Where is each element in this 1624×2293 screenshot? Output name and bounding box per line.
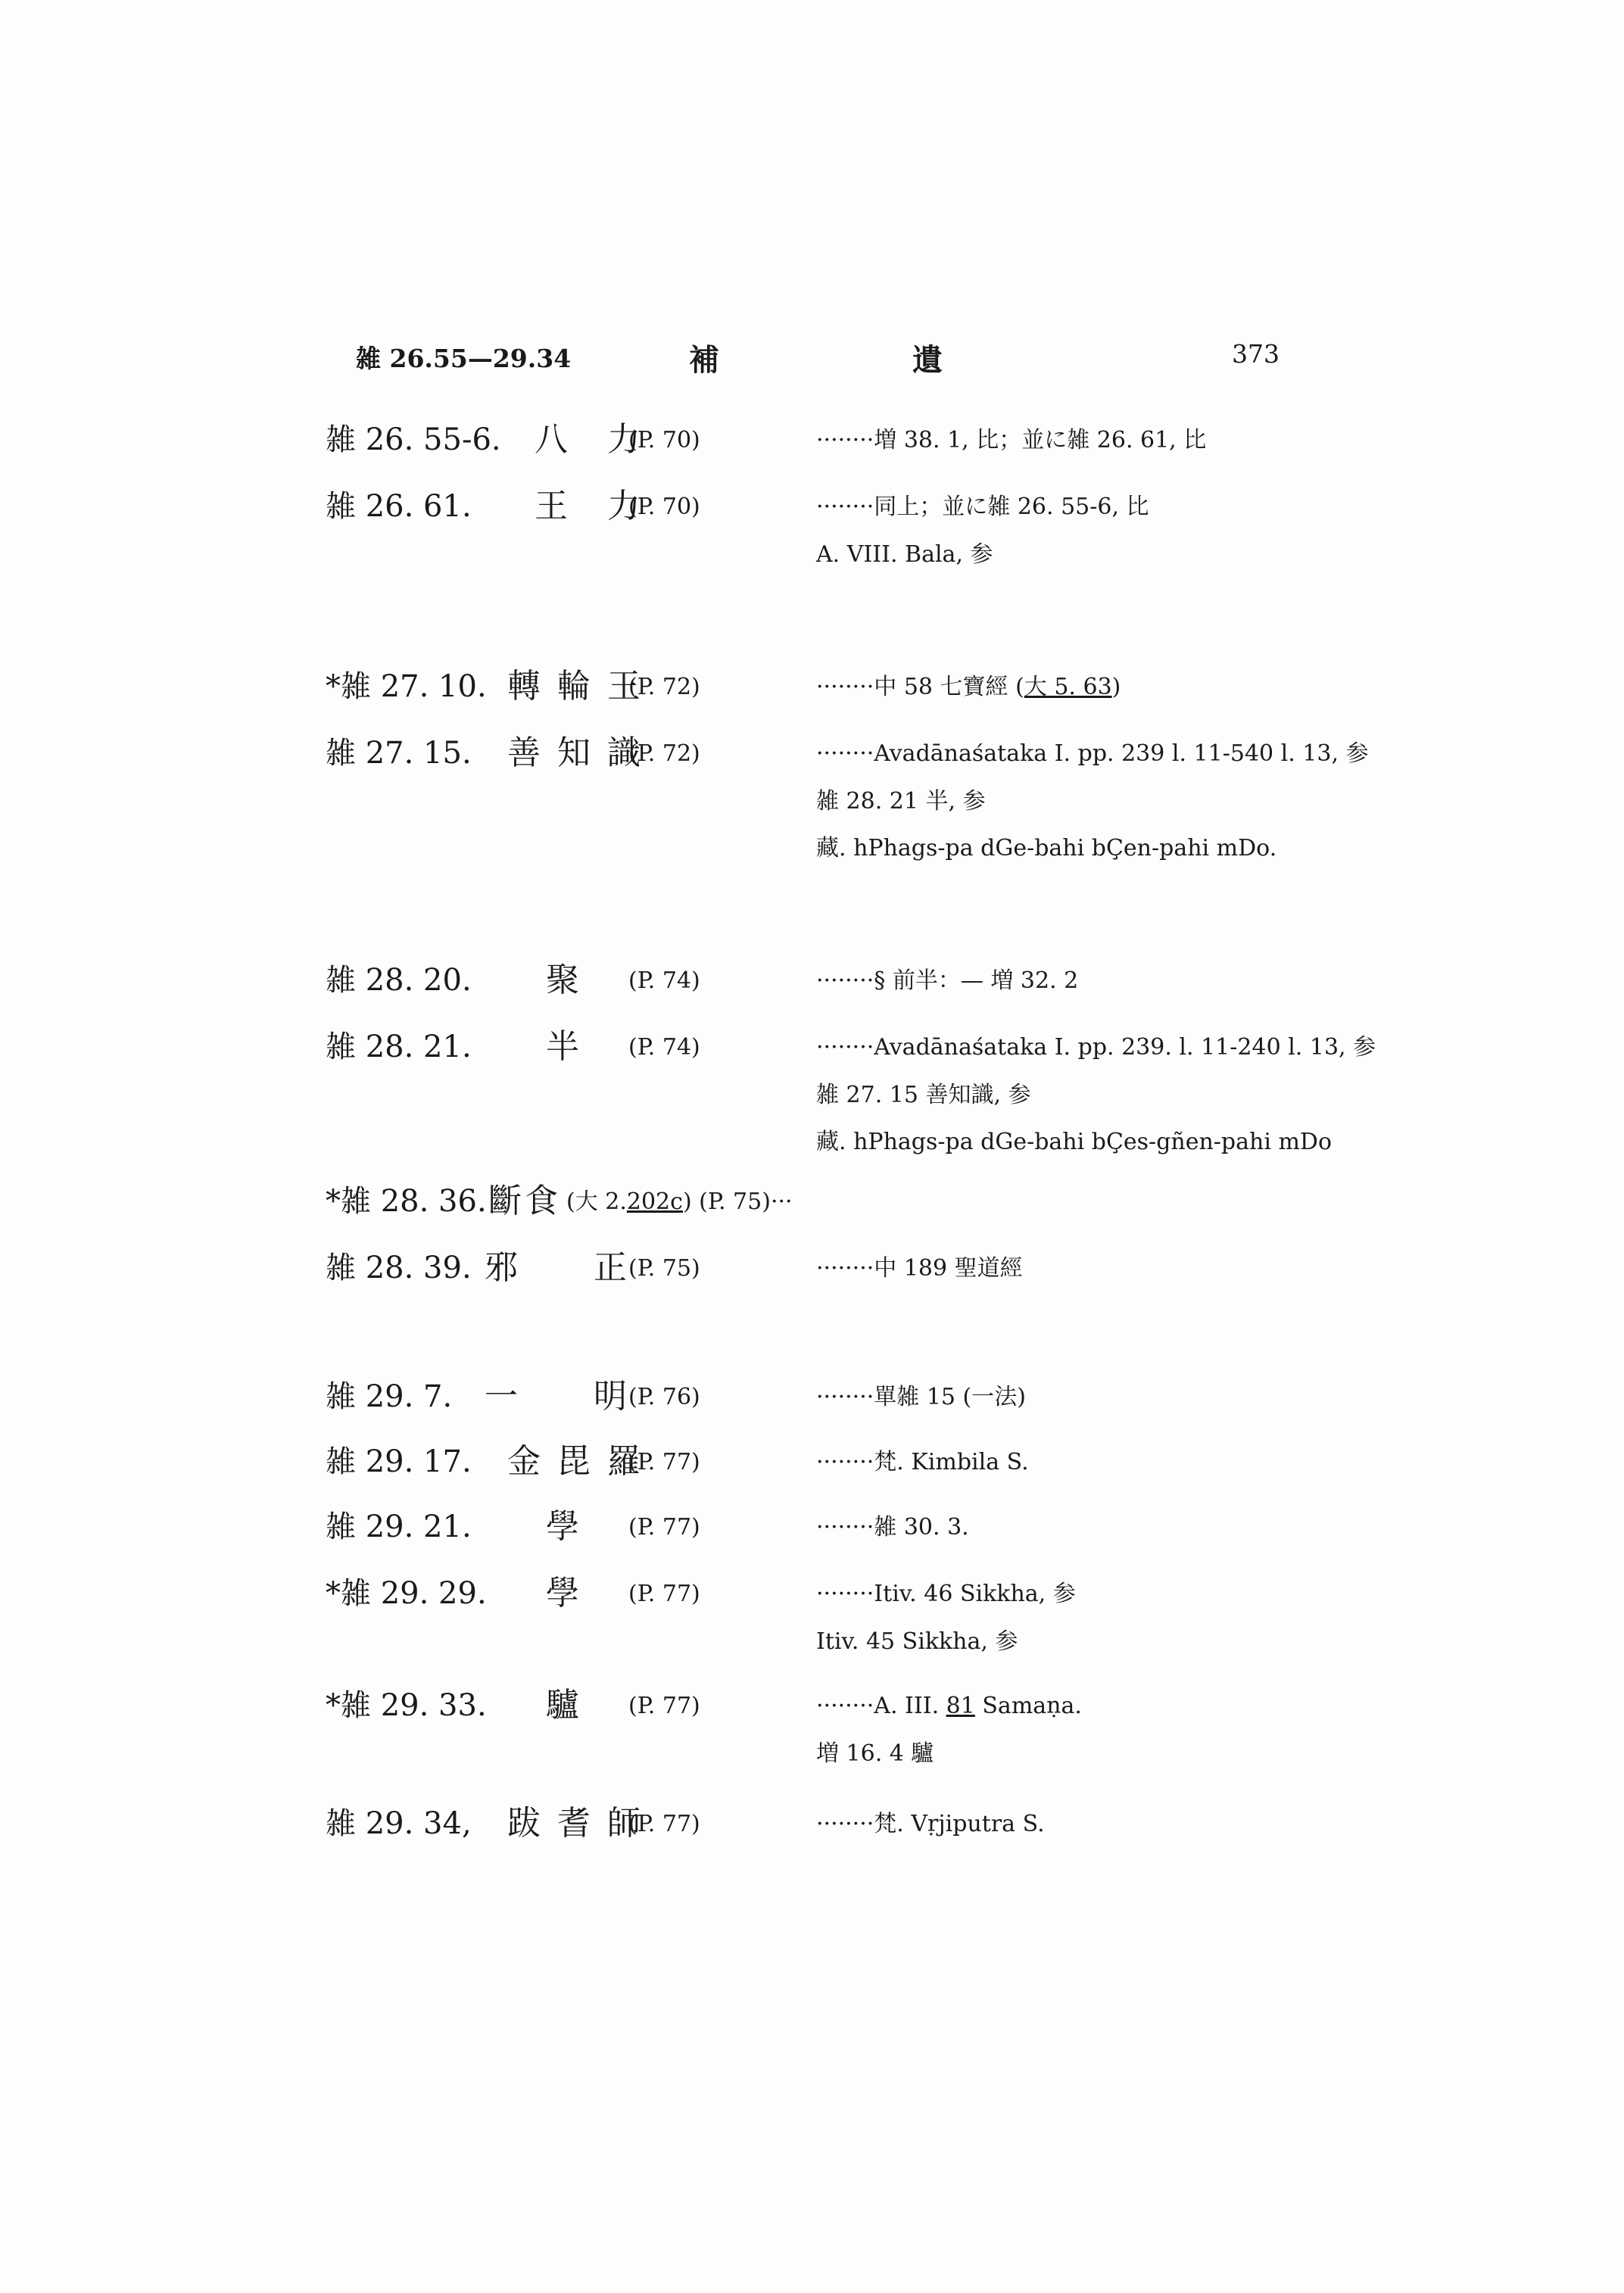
entry-page: (P. 77) bbox=[628, 1811, 700, 1837]
entry-page: (P. 76) bbox=[628, 1384, 700, 1410]
entry-subline: A. VIII. Bala, 参 bbox=[816, 541, 993, 568]
entry-title: 轉 輪 王 bbox=[507, 667, 644, 706]
entry-number: *雑 29. 29. bbox=[326, 1576, 487, 1611]
header-range: 雑 26.55—29.34 bbox=[356, 344, 572, 373]
entry-number: 雑 28. 21. bbox=[326, 1030, 472, 1064]
entry-row bbox=[326, 1243, 1333, 1293]
entry-title: 跋 耆 師 bbox=[507, 1804, 644, 1843]
entry-reference: ········梵. Kimbila S. bbox=[816, 1449, 1029, 1475]
entry-title: 學 bbox=[546, 1574, 582, 1612]
entry-page: (P. 72) bbox=[628, 740, 700, 767]
entry-page: (P. 77) bbox=[628, 1693, 700, 1719]
entry-page: (P. 77) bbox=[628, 1581, 700, 1607]
underlined-reference: 202c bbox=[626, 1189, 683, 1215]
entry-reference: ········Avadānaśataka I. pp. 239 l. 11-540 l. 13, 参 bbox=[816, 740, 1369, 767]
entry-reference: ········梵. Vṛjiputra S. bbox=[816, 1811, 1045, 1837]
entry-title: 王 力 bbox=[535, 487, 644, 525]
entry-page: (P. 74) bbox=[628, 1034, 700, 1061]
entry-title: 學 bbox=[546, 1507, 582, 1546]
entry-title: 斷食 bbox=[488, 1182, 561, 1220]
entry-row bbox=[326, 662, 1333, 712]
entry-title: 聚 bbox=[546, 961, 582, 999]
entry-reference: ········Avadānaśataka I. pp. 239. l. 11-240 l. 13, 参 bbox=[816, 1034, 1376, 1061]
entry-reference: (大 2.202c) (P. 75)··· bbox=[566, 1189, 793, 1215]
entry-row bbox=[326, 1799, 1333, 1849]
entry-page: (P. 74) bbox=[628, 967, 700, 994]
entry-title: 邪 正 bbox=[485, 1248, 630, 1287]
entry-page: (P. 72) bbox=[628, 674, 700, 700]
entry-row bbox=[326, 1502, 1333, 1552]
entry-reference: ········増 38. 1, 比；並に雑 26. 61, 比 bbox=[816, 427, 1207, 453]
entry-reference: ········中 189 聖道經 bbox=[816, 1255, 1023, 1282]
entry-row bbox=[326, 1681, 1333, 1777]
entry-number: 雑 29. 34, bbox=[326, 1806, 472, 1841]
entry-title: 金 毘 羅 bbox=[507, 1442, 644, 1481]
entry-page: (P. 70) bbox=[628, 427, 700, 453]
entry-number: 雑 29. 7. bbox=[326, 1379, 453, 1414]
entry-number: *雑 29. 33. bbox=[326, 1688, 487, 1723]
entry-row bbox=[326, 1176, 1333, 1226]
entry-title: 善 知 識 bbox=[507, 734, 644, 772]
entry-page: (P. 70) bbox=[628, 494, 700, 520]
entry-reference: ········§ 前半：— 増 32. 2 bbox=[816, 967, 1079, 994]
entry-title: 驢 bbox=[546, 1686, 582, 1724]
entry-row bbox=[326, 728, 1369, 872]
entry-subline: 雑 28. 21 半, 参 bbox=[816, 788, 986, 815]
entry-number: 雑 26. 55-6. bbox=[326, 422, 501, 457]
running-header bbox=[356, 339, 1280, 385]
page-number: 373 bbox=[1232, 339, 1280, 369]
entry-page: (P. 77) bbox=[628, 1449, 700, 1475]
entry-reference: ········雑 30. 3. bbox=[816, 1514, 969, 1541]
entry-page: (P. 77) bbox=[628, 1514, 700, 1541]
entry-row bbox=[326, 481, 1333, 578]
entry-number: 雑 26. 61. bbox=[326, 489, 472, 524]
entry-subline: 藏. hPhags-pa dGe-bahi bÇen-pahi mDo. bbox=[816, 835, 1277, 861]
header-title-1: 補 bbox=[689, 342, 719, 378]
entry-subline: 増 16. 4 驢 bbox=[816, 1740, 934, 1767]
entry-row bbox=[326, 415, 1333, 465]
entry-title: 一 明 bbox=[485, 1377, 630, 1416]
entry-reference: ········中 58 七寶經 (大 5. 63) bbox=[816, 674, 1121, 700]
entry-row bbox=[326, 1437, 1333, 1487]
entry-reference: ········同上；並に雑 26. 55-6, 比 bbox=[816, 494, 1149, 520]
entry-number: 雑 29. 17. bbox=[326, 1444, 472, 1479]
entry-number: 雑 28. 20. bbox=[326, 963, 472, 998]
entry-title: 八 力 bbox=[535, 420, 644, 459]
entry-reference: ········Itiv. 46 Sikkha, 参 bbox=[816, 1581, 1076, 1607]
entry-row bbox=[326, 1372, 1333, 1422]
entry-reference: ········A. III. 81 Samaṇa. bbox=[816, 1693, 1082, 1719]
entry-page: (P. 75) bbox=[628, 1255, 700, 1282]
entry-number: *雑 27. 10. bbox=[326, 669, 487, 704]
header-title-2: 遺 bbox=[912, 342, 943, 378]
underlined-reference: 大 5. 63 bbox=[1024, 674, 1112, 700]
entry-number: *雑 28. 36. bbox=[326, 1184, 487, 1219]
entry-subline: Itiv. 45 Sikkha, 参 bbox=[816, 1628, 1018, 1655]
entry-number: 雑 28. 39. bbox=[326, 1251, 472, 1285]
entry-title: 半 bbox=[546, 1027, 582, 1066]
entry-number: 雑 29. 21. bbox=[326, 1509, 472, 1544]
entry-row bbox=[326, 1569, 1333, 1665]
entry-subline: 藏. hPhags-pa dGe-bahi bÇes-gñen-pahi mDo bbox=[816, 1129, 1333, 1155]
entry-reference: ········單雑 15 (一法) bbox=[816, 1384, 1026, 1410]
entry-row bbox=[326, 1022, 1376, 1166]
entry-subline: 雑 27. 15 善知識, 参 bbox=[816, 1082, 1031, 1108]
entry-row bbox=[326, 955, 1333, 1005]
entry-number: 雑 27. 15. bbox=[326, 736, 472, 771]
underlined-reference: 81 bbox=[946, 1693, 975, 1719]
